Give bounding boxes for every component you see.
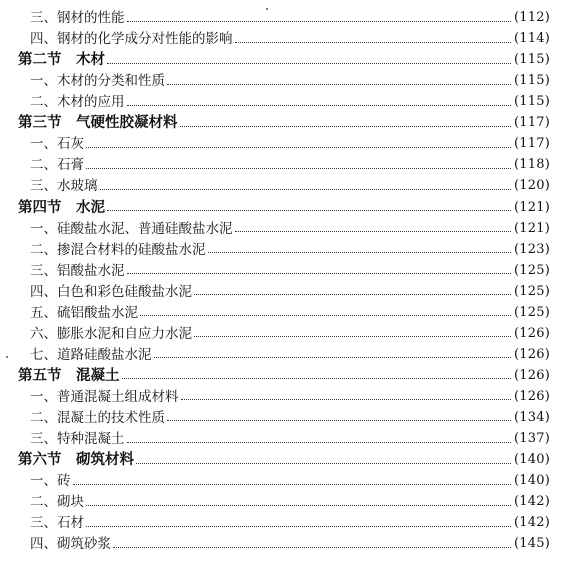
toc-entry-page-number: (137): [514, 431, 550, 446]
dot-leader: [127, 273, 512, 274]
toc-entry-page-number: (114): [514, 31, 550, 47]
toc-entry-title: 第二节 木材: [18, 51, 105, 69]
toc-entry-title: 第五节 混凝土: [18, 366, 120, 384]
toc-entry: [0, 71, 570, 91]
scan-speck: [6, 356, 8, 358]
toc-entry-page-number: (145): [514, 536, 550, 552]
toc-section-heading: [0, 450, 570, 470]
toc-entry-page-number: (121): [514, 199, 550, 215]
dot-leader: [140, 315, 511, 316]
toc-section-heading: [0, 366, 570, 386]
dot-leader: [154, 357, 512, 358]
toc-entry: [0, 534, 570, 554]
toc-entry-title: 六、膨胀水泥和自应力水泥: [30, 325, 192, 342]
toc-entry-title: 三、特种混凝土: [30, 431, 125, 447]
toc-entry-title: 二、混凝土的技术性质: [30, 409, 165, 426]
toc-entry-title: 第三节 气硬性胶凝材料: [18, 114, 178, 132]
toc-entry: [0, 29, 570, 49]
toc-entry-title: 第六节 砌筑材料: [18, 451, 134, 469]
toc-entry-page-number: (126): [514, 346, 550, 362]
toc-entry-page-number: (117): [514, 115, 550, 131]
toc-entry-page-number: (123): [514, 241, 550, 257]
dot-leader: [107, 210, 511, 211]
toc-entry-page-number: (125): [514, 283, 550, 299]
toc-entry-title: 三、钢材的性能: [30, 10, 125, 26]
toc-entry-title: 三、水玻璃: [30, 178, 98, 195]
dot-leader: [235, 231, 512, 232]
toc-entry-title: 二、木材的应用: [30, 94, 125, 111]
toc-entry: [0, 8, 570, 28]
toc-entry-title: 一、砖: [30, 473, 71, 490]
toc-entry-title: 四、钢材的化学成分对性能的影响: [30, 31, 233, 48]
toc-entry: [0, 176, 570, 196]
dot-leader: [208, 252, 512, 253]
scan-speck: [266, 8, 268, 10]
toc-entry-page-number: (115): [514, 94, 550, 110]
toc-entry: [0, 240, 570, 260]
toc-entry-title: 四、砌筑砂浆: [30, 536, 111, 553]
toc-entry: [0, 303, 570, 323]
dot-leader: [127, 442, 512, 443]
dot-leader: [86, 505, 511, 506]
toc-entry: [0, 324, 570, 344]
toc-entry-title: 七、道路硅酸盐水泥: [30, 346, 152, 363]
toc-entry-page-number: (126): [514, 388, 550, 404]
toc-entry-page-number: (121): [514, 220, 550, 236]
toc-entry-page-number: (117): [514, 136, 550, 152]
toc-entry-title: 三、铝酸盐水泥: [30, 262, 125, 279]
toc-entry: [0, 471, 570, 491]
toc-entry-title: 一、普通混凝土组成材料: [30, 388, 179, 405]
toc-entry-page-number: (112): [514, 10, 550, 25]
toc-entry-title: 一、硅酸盐水泥、普通硅酸盐水泥: [30, 220, 233, 237]
dot-leader: [167, 84, 511, 85]
dot-leader: [127, 21, 512, 22]
dot-leader: [235, 42, 512, 43]
dot-leader: [122, 378, 512, 379]
toc-entry-title: 三、石材: [30, 515, 84, 532]
toc-entry-page-number: (120): [514, 178, 550, 194]
toc-entry-page-number: (125): [514, 262, 550, 278]
toc-entry: [0, 261, 570, 281]
toc-entry: [0, 513, 570, 533]
toc-entry: [0, 387, 570, 407]
dot-leader: [113, 547, 511, 548]
toc-entry-title: 第四节 水泥: [18, 198, 105, 216]
toc-entry: [0, 429, 570, 449]
toc-section-heading: [0, 50, 570, 70]
toc-entry-title: 二、砌块: [30, 494, 84, 511]
toc-entry: [0, 219, 570, 239]
toc-entry-title: 四、白色和彩色硅酸盐水泥: [30, 283, 192, 300]
dot-leader: [86, 526, 511, 527]
toc-entry-title: 一、木材的分类和性质: [30, 73, 165, 90]
toc-entry: [0, 345, 570, 365]
dot-leader: [127, 105, 512, 106]
toc-entry-title: 五、硫铝酸盐水泥: [30, 304, 138, 321]
toc-entry-title: 二、掺混合材料的硅酸盐水泥: [30, 241, 206, 258]
toc-entry-page-number: (115): [514, 73, 550, 89]
toc-entry-page-number: (140): [514, 473, 550, 489]
toc-entry-page-number: (115): [514, 52, 550, 68]
toc-entry: [0, 408, 570, 428]
toc-entry-title: 二、石膏: [30, 157, 84, 174]
toc-entry: [0, 492, 570, 512]
dot-leader: [167, 420, 511, 421]
toc-entry: [0, 92, 570, 112]
toc-entry-page-number: (126): [514, 325, 550, 341]
toc-section-heading: [0, 198, 570, 218]
toc-entry-page-number: (134): [514, 409, 550, 425]
toc-entry-title: 一、石灰: [30, 136, 84, 153]
toc-entry-page-number: (126): [514, 367, 550, 383]
toc-entry-page-number: (142): [514, 515, 550, 531]
toc-entry-page-number: (118): [514, 157, 550, 173]
toc-entry-page-number: (125): [514, 304, 550, 320]
toc-section-heading: [0, 113, 570, 133]
toc-entry-page-number: (142): [514, 494, 550, 510]
dot-leader: [100, 189, 512, 190]
dot-leader: [181, 399, 512, 400]
dot-leader: [107, 63, 511, 64]
dot-leader: [73, 484, 512, 485]
toc-entry: [0, 155, 570, 175]
toc-entry-page-number: (140): [514, 452, 550, 468]
toc-entry: [0, 282, 570, 302]
dot-leader: [86, 168, 511, 169]
toc-entry: [0, 134, 570, 154]
dot-leader: [86, 147, 511, 148]
dot-leader: [194, 294, 511, 295]
dot-leader: [180, 126, 512, 127]
dot-leader: [194, 336, 511, 337]
dot-leader: [136, 463, 511, 464]
